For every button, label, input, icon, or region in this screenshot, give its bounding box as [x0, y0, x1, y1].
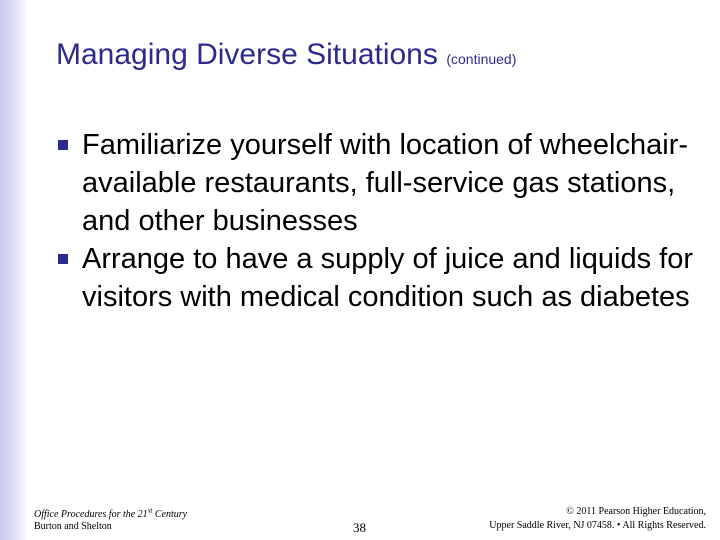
footer-book-info: [34, 506, 188, 533]
bullet-text: Arrange to have a supply of juice and liquids for visitors with medical condition such as diabetes: [82, 243, 693, 313]
decorative-side-bar: [0, 0, 28, 540]
footer-authors: Burton and Shelton: [34, 521, 112, 532]
bullet-text: Familiarize yourself with location of wheelchair-available restaurants, full-service gas stations, and other businesses: [82, 129, 689, 237]
square-bullet-icon: [58, 140, 68, 150]
square-bullet-icon: [58, 254, 68, 264]
bullet-item: [56, 126, 706, 240]
copyright-line-2: Upper Saddle River, NJ 07458. • All Rights Reserved.: [489, 520, 706, 531]
page-number: 38: [353, 520, 366, 535]
bullet-item: [56, 240, 706, 316]
slide-title: [56, 38, 516, 72]
footer-book-title-start: Office Procedures for the 21: [34, 509, 148, 520]
footer-copyright: [489, 505, 706, 533]
slide-title-text: Managing Diverse Situations: [56, 38, 438, 71]
footer-book-title-superscript: st: [147, 506, 153, 515]
slide-title-suffix: (continued): [446, 51, 517, 67]
copyright-line-1: © 2011 Pearson Higher Education,: [566, 506, 706, 517]
bullet-list: [56, 126, 706, 316]
footer-book-title-end: Century: [152, 509, 188, 520]
footer-book-title: [34, 506, 188, 521]
